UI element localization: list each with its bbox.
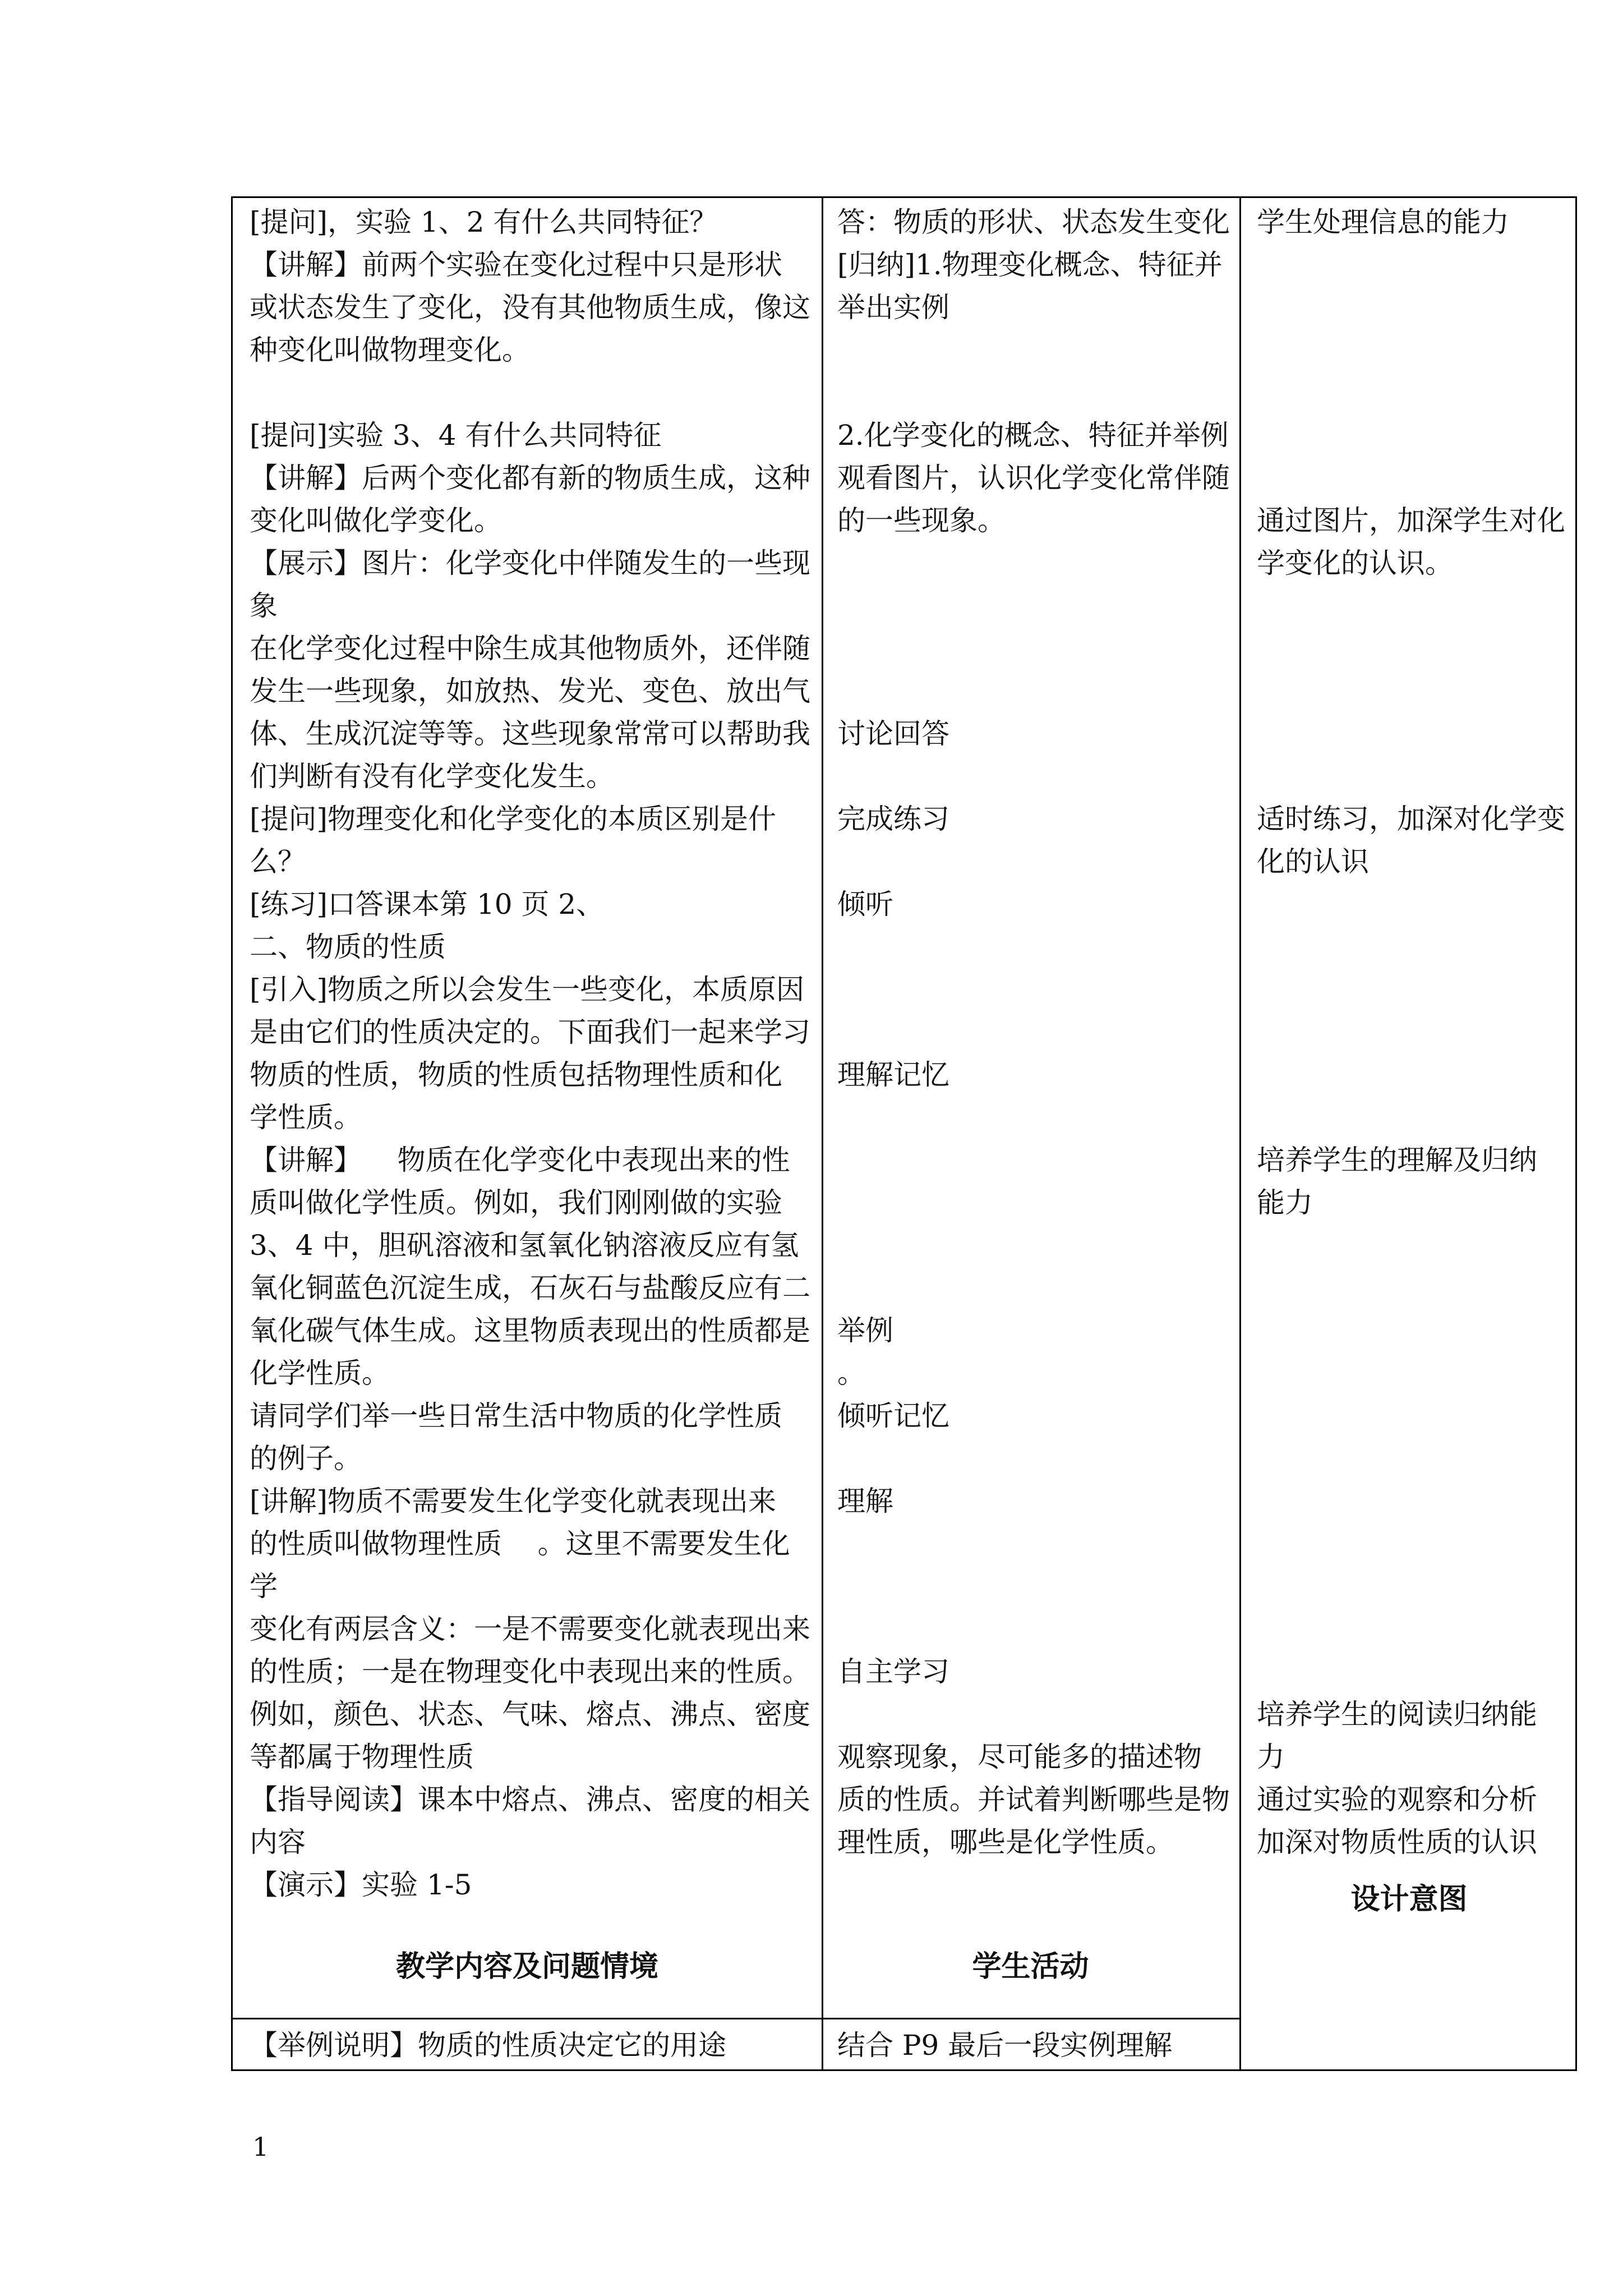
text-line: 么？ xyxy=(250,845,306,878)
text-line xyxy=(1257,1522,1571,1565)
text-line xyxy=(837,755,1235,798)
text-line xyxy=(837,670,1235,712)
header-student-activity: 学生活动 xyxy=(972,1950,1089,1984)
text-line: 内容 xyxy=(250,1826,306,1858)
text-line: 二、物质的性质 xyxy=(250,931,446,963)
text-line xyxy=(837,968,1235,1011)
text-line: 培养学生的阅读归纳能 xyxy=(1257,1698,1537,1731)
text-line: 通过实验的观察和分析 xyxy=(1257,1783,1537,1816)
text-line: 理解 xyxy=(837,1485,893,1517)
text-line: 或状态发生了变化，没有其他物质生成，像这 xyxy=(250,291,810,324)
text-line: 化学性质。 xyxy=(250,1357,390,1389)
text-line xyxy=(1257,883,1571,926)
text-line xyxy=(1257,712,1571,755)
text-line: 观察现象，尽可能多的描述物 xyxy=(837,1741,1202,1773)
text-line xyxy=(837,329,1235,371)
text-line: 。 xyxy=(837,1357,865,1389)
column-divider xyxy=(822,198,823,2069)
text-line xyxy=(1257,1352,1571,1395)
text-line: 【讲解】 物质在化学变化中表现出来的性 xyxy=(250,1144,790,1176)
teaching-content-column xyxy=(250,201,816,1906)
text-line xyxy=(837,627,1235,670)
text-line: 质的性质。并试着判断哪些是物 xyxy=(837,1783,1230,1816)
text-line xyxy=(1257,1224,1571,1267)
text-line: 观看图片，认识化学变化常伴随 xyxy=(837,462,1230,494)
text-line: 学生处理信息的能力 xyxy=(1257,206,1509,238)
text-line: [提问]，实验 1、2 有什么共同特征？ xyxy=(250,206,718,238)
text-line: 发生一些现象，如放热、发光、变色、放出气 xyxy=(250,675,810,707)
text-line xyxy=(1257,926,1571,968)
text-line xyxy=(1257,1011,1571,1053)
text-line: 适时练习，加深对化学变 xyxy=(1257,803,1565,835)
text-line xyxy=(1257,1096,1571,1139)
text-line: 变化有两层含义：一是不需要变化就表现出来 xyxy=(250,1613,810,1645)
text-line xyxy=(837,542,1235,585)
text-line: 氧化碳气体生成。这里物质表现出的性质都是 xyxy=(250,1314,810,1347)
text-line: [讲解]物质不需要发生化学变化就表现出来 xyxy=(250,1485,777,1517)
text-line xyxy=(1257,1267,1571,1309)
text-line: 自主学习 xyxy=(837,1655,949,1688)
text-line: 在化学变化过程中除生成其他物质外，还伴随 xyxy=(250,632,810,665)
text-line: 培养学生的理解及归纳 xyxy=(1257,1144,1537,1176)
row-divider xyxy=(233,2018,1239,2019)
text-line xyxy=(250,371,816,414)
text-line xyxy=(837,1181,1235,1224)
text-line: 学变化的认识。 xyxy=(1257,547,1453,579)
text-line xyxy=(837,1139,1235,1181)
text-line xyxy=(1257,457,1571,499)
text-line: 3、4 中，胆矾溶液和氢氧化钠溶液反应有氢 xyxy=(250,1229,799,1262)
text-line xyxy=(1257,627,1571,670)
text-line xyxy=(1257,585,1571,627)
text-line xyxy=(837,1522,1235,1565)
text-line xyxy=(1257,329,1571,371)
text-line xyxy=(837,1437,1235,1480)
text-line xyxy=(1257,243,1571,286)
lesson-table xyxy=(231,196,1577,2071)
column-divider xyxy=(1239,198,1241,2069)
text-line: 氧化铜蓝色沉淀生成，石灰石与盐酸反应有二 xyxy=(250,1272,810,1304)
text-line xyxy=(1257,1053,1571,1096)
text-line xyxy=(1257,1480,1571,1522)
text-line xyxy=(837,1267,1235,1309)
text-line xyxy=(837,1693,1235,1736)
text-line xyxy=(837,840,1235,883)
text-line: 加深对物质性质的认识 xyxy=(1257,1826,1537,1858)
text-line xyxy=(837,585,1235,627)
text-line xyxy=(837,1608,1235,1650)
text-line: [引入]物质之所以会发生一些变化，本质原因 xyxy=(250,973,805,1006)
text-line: [提问]物理变化和化学变化的本质区别是什 xyxy=(250,803,777,835)
text-line: 的一些现象。 xyxy=(837,504,1006,537)
text-line: 答：物质的形状、状态发生变化 xyxy=(837,206,1230,238)
text-line xyxy=(837,1011,1235,1053)
text-line: 的性质叫做物理性质 。这里不需要发生化学 xyxy=(250,1527,790,1603)
text-line xyxy=(837,1096,1235,1139)
text-line xyxy=(1257,371,1571,414)
text-line: 例如，颜色、状态、气味、熔点、沸点、密度 xyxy=(250,1698,810,1731)
text-line: [练习]口答课本第 10 页 2、 xyxy=(250,888,605,921)
text-line xyxy=(1257,968,1571,1011)
text-line xyxy=(1257,1437,1571,1480)
text-line: 通过图片，加深学生对化 xyxy=(1257,504,1565,537)
text-line: 化的认识 xyxy=(1257,845,1369,878)
text-line xyxy=(837,926,1235,968)
header-design-intent: 设计意图 xyxy=(1350,1883,1468,1916)
text-line: 变化叫做化学变化。 xyxy=(250,504,502,537)
text-line: 倾听 xyxy=(837,888,893,921)
text-line: 【讲解】前两个实验在变化过程中只是形状 xyxy=(250,249,782,281)
text-line xyxy=(1257,670,1571,712)
text-line: 是由它们的性质决定的。下面我们一起来学习 xyxy=(250,1016,810,1048)
text-line: 倾听记忆 xyxy=(837,1400,949,1432)
text-line: 等都属于物理性质 xyxy=(250,1741,474,1773)
text-line: 理性质，哪些是化学性质。 xyxy=(837,1826,1174,1858)
text-line xyxy=(1257,286,1571,329)
text-line: 学性质。 xyxy=(250,1101,362,1134)
text-line xyxy=(1257,414,1571,457)
text-line xyxy=(1257,1565,1571,1608)
text-line xyxy=(1257,1650,1571,1693)
text-line xyxy=(837,1224,1235,1267)
text-line: 理解记忆 xyxy=(837,1059,949,1091)
text-line: 【展示】图片：化学变化中伴随发生的一些现 xyxy=(250,547,810,579)
page-number: 1 xyxy=(252,2132,269,2162)
text-line: 请同学们举一些日常生活中物质的化学性质 xyxy=(250,1400,782,1432)
header-teaching-content: 教学内容及问题情境 xyxy=(395,1950,658,1984)
text-line: 们判断有没有化学变化发生。 xyxy=(250,760,614,793)
text-line: 象 xyxy=(250,590,278,622)
text-line: 质叫做化学性质。例如，我们刚刚做的实验 xyxy=(250,1186,782,1219)
text-line: 的例子。 xyxy=(250,1442,362,1475)
last-row-activity: 结合 P9 最后一段实例理解 xyxy=(837,2029,1173,2062)
text-line: 讨论回答 xyxy=(837,717,949,750)
text-line: 【指导阅读】课本中熔点、沸点、密度的相关 xyxy=(250,1783,810,1816)
text-line: 举出实例 xyxy=(837,291,949,324)
text-line xyxy=(837,1565,1235,1608)
text-line xyxy=(1257,1309,1571,1352)
text-line xyxy=(1257,1608,1571,1650)
text-line: [提问]实验 3、4 有什么共同特征 xyxy=(250,419,662,452)
text-line: 举例 xyxy=(837,1314,893,1347)
text-line: 2.化学变化的概念、特征并举例 xyxy=(837,419,1229,452)
text-line xyxy=(837,371,1235,414)
text-line: 完成练习 xyxy=(837,803,949,835)
text-line: 【演示】实验 1-5 xyxy=(250,1869,472,1901)
text-line: 的性质；一是在物理变化中表现出来的性质。 xyxy=(250,1655,810,1688)
text-line: 物质的性质，物质的性质包括物理性质和化 xyxy=(250,1059,782,1091)
text-line: 能力 xyxy=(1257,1186,1313,1219)
text-line: 种变化叫做物理变化。 xyxy=(250,334,530,366)
text-line: [归纳]1.物理变化概念、特征并 xyxy=(837,249,1223,281)
last-row-content: 【举例说明】物质的性质决定它的用途 xyxy=(250,2029,726,2062)
text-line: 【讲解】后两个变化都有新的物质生成，这种 xyxy=(250,462,810,494)
text-line xyxy=(1257,755,1571,798)
design-intent-column xyxy=(1257,201,1571,1864)
text-line xyxy=(1257,1395,1571,1437)
text-line: 体、生成沉淀等等。这些现象常常可以帮助我 xyxy=(250,717,810,750)
text-line: 力 xyxy=(1257,1741,1285,1773)
student-activity-column xyxy=(837,201,1235,1864)
